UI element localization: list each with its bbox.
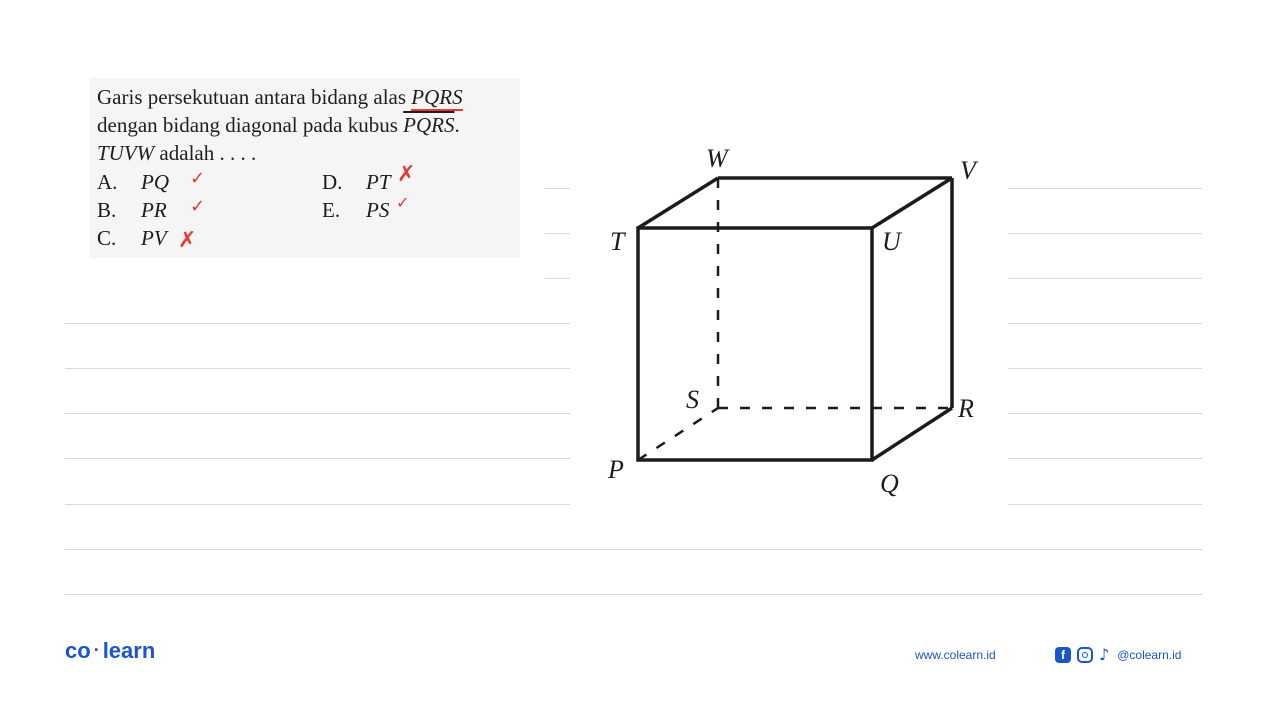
vertex-label-q: Q bbox=[880, 469, 899, 498]
tiktok-icon[interactable]: ♪ bbox=[1099, 645, 1110, 664]
vertex-label-s: S bbox=[686, 385, 699, 414]
social-links bbox=[1055, 645, 1181, 664]
question-line2-suffix: . bbox=[454, 113, 460, 137]
check-mark-icon: ✓ bbox=[190, 168, 206, 189]
edge-uv bbox=[872, 178, 952, 228]
question-text bbox=[97, 83, 527, 167]
edge-ps-hidden bbox=[638, 408, 718, 460]
option-value: PV bbox=[141, 226, 167, 250]
vertex-label-r: R bbox=[958, 394, 974, 423]
question-line1-italic: PQRS bbox=[411, 85, 463, 109]
question-line3-italic: TUVW bbox=[97, 141, 155, 165]
option-value: PQ bbox=[141, 170, 169, 194]
question-line2-prefix: dengan bidang diagonal pada kubus bbox=[97, 113, 404, 137]
option-value: PT bbox=[366, 170, 391, 194]
vertex-label-u: U bbox=[882, 227, 901, 256]
option-value: PS bbox=[366, 198, 390, 222]
edge-qr bbox=[872, 408, 952, 460]
vertex-label-p: P bbox=[608, 455, 624, 484]
logo-learn: learn bbox=[102, 638, 156, 663]
check-mark-icon: ✓ bbox=[190, 196, 206, 217]
option-letter: A. bbox=[97, 170, 118, 194]
instagram-icon[interactable] bbox=[1077, 647, 1093, 663]
cube-diagram bbox=[590, 140, 1010, 510]
option-e bbox=[322, 196, 389, 224]
website-link[interactable]: www.colearn.id bbox=[915, 648, 996, 662]
facebook-icon[interactable]: f bbox=[1055, 647, 1071, 663]
option-b bbox=[97, 196, 167, 224]
question-line2-italic: PQRS bbox=[403, 113, 455, 137]
check-mark-icon: ✓ bbox=[396, 193, 410, 212]
logo-dot: · bbox=[93, 640, 100, 660]
logo-co: co bbox=[65, 638, 91, 663]
option-letter: E. bbox=[322, 198, 341, 222]
social-handle: @colearn.id bbox=[1117, 647, 1182, 662]
option-value: PR bbox=[141, 198, 167, 222]
cross-mark-icon: ✗ bbox=[397, 162, 416, 187]
edge-tw bbox=[638, 178, 718, 228]
option-d bbox=[322, 168, 391, 196]
option-c bbox=[97, 224, 167, 252]
cross-mark-icon: ✗ bbox=[178, 228, 197, 253]
vertex-label-t: T bbox=[610, 227, 625, 256]
option-letter: B. bbox=[97, 198, 117, 222]
vertex-label-v: V bbox=[960, 156, 976, 185]
option-letter: D. bbox=[322, 170, 343, 194]
option-a bbox=[97, 168, 169, 196]
front-face bbox=[638, 228, 872, 460]
question-line3-suffix: adalah . . . . bbox=[154, 141, 257, 165]
colearn-logo bbox=[65, 638, 155, 664]
vertex-label-w: W bbox=[706, 144, 728, 173]
option-letter: C. bbox=[97, 226, 117, 250]
question-line1-prefix: Garis persekutuan antara bidang alas bbox=[97, 85, 412, 109]
